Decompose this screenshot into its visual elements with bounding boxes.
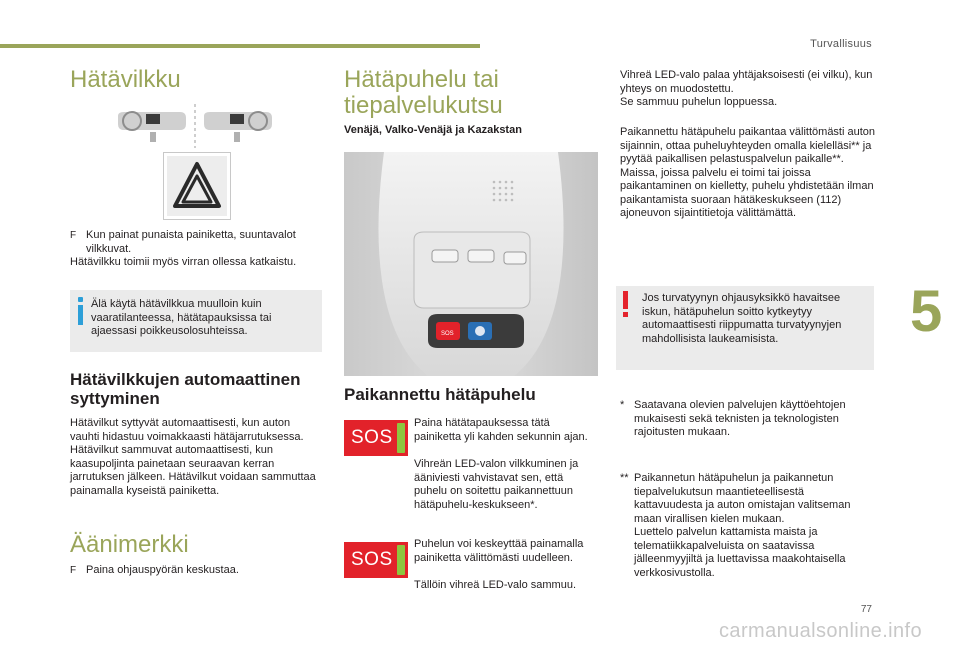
steering-wheel-illustration [110, 102, 280, 150]
header-accent-bar [0, 44, 480, 48]
bullet-marker: F [70, 565, 77, 576]
emergency-call-title: Hätäpuhelu tai tiepalvelukutsu [344, 66, 503, 119]
auto-hazard-paragraph: Hätävilkut syttyvät automaattisesti, kun auton vauhti hidastuu voimakkaasti hätäjarrutuksessa. Hätävilkut sammuvat automaattisesti, kun kaasupoljinta painetaan seuraavan kerran jarrutuksen jälkeen. Hätävilkut voidaan sammuttaa painamalla kyseistä painiketta. [70, 417, 316, 497]
section-name: Turvallisuus [810, 38, 872, 50]
page-number: 77 [860, 604, 872, 615]
chapter-number: 5 [910, 279, 943, 344]
hazard-paragraph: Hätävilkku toimii myös virran ollessa katkaistu. [70, 256, 297, 268]
info-icon [78, 297, 85, 331]
footnote-2: Paikannetun hätäpuhelun ja paikannetun tiepalvelukutsun maantieteellisestä kattavuudesta ja auton omistajan valitseman maan virallisen kielen mukaan. [634, 472, 851, 525]
located-call-heading: Paikannettu hätäpuhelu [344, 385, 536, 404]
hazard-lights-title: Hätävilkku [70, 66, 181, 93]
warning-text: Jos turvatyynyn ohjausyksikkö havaitsee iskun, hätäpuhelun soitto kytkeytyy automaattisesti riippumatta turvatyynyjen mahdollisista laukeamisista. [642, 292, 842, 345]
ceiling-console-photo [344, 152, 598, 376]
hazard-bullet-text: Kun painat punaista painiketta, suuntavalot vilkkuvat. [86, 229, 296, 255]
chapter-tab [910, 280, 960, 344]
info-text: Älä käytä hätävilkkua muulloin kuin vaaratilanteessa, hätätapauksissa tai ajaessasi poikkeusolosuhteissa. [91, 298, 272, 337]
green-led-icon [397, 545, 405, 575]
led-steady-text: Vihreä LED-valo palaa yhtäjaksoisesti (ei vilku), kun yhteys on muodostettu. [620, 69, 873, 95]
located-call-description: Paikannettu hätäpuhelu paikantaa välittömästi auton sijainnin, ottaa puheluyhteyden omalla kielelläsi** ja pyytää paikallisen pelastuspalvelun paikalle**. Maissa, joissa palvelu ei toimi tai joissa paikantaminen on kielletty, puhelu yhdistetään ilman paikantamista suoraan hätäkeskukseen (112) ajoneuvon sijaintitietoja välittämättä. [620, 126, 876, 219]
info-box [70, 290, 322, 352]
auto-hazard-heading: Hätävilkkujen automaattinen syttyminen [70, 370, 301, 408]
footnote-marker: * [620, 399, 625, 411]
sos-confirm-text: Vihreän LED-valon vilkkuminen ja ääniviesti vahvistavat sen, että puhelu on soitettu paikannettuun hätäpuhelu-keskukseen*. [414, 458, 579, 511]
watermark: carmanualsonline.info [719, 620, 922, 642]
led-off-text: Se sammuu puhelun loppuessa. [620, 96, 778, 108]
footnote-1: Saatavana olevien palvelujen käyttöehtojen mukaisesti sekä teknisten ja teknologisten rajoitusten mukaan. [634, 399, 846, 438]
hazard-button-icon [163, 152, 231, 220]
region-subtitle: Venäjä, Valko-Venäjä ja Kazakstan [344, 124, 522, 136]
photo-sos-label: SOS [441, 331, 454, 337]
green-led-icon [397, 423, 405, 453]
bullet-marker: F [70, 230, 77, 241]
sos-label: SOS [351, 427, 393, 448]
footnote-marker: ** [620, 472, 629, 484]
sos-press-text: Paina hätätapauksessa tätä painiketta yli kahden sekunnin ajan. [414, 417, 588, 443]
warning-icon [623, 291, 631, 321]
horn-bullet-text: Paina ohjauspyörän keskustaa. [86, 564, 239, 576]
warning-box [616, 286, 874, 370]
sos-label: SOS [351, 549, 393, 570]
footnote-2-list: Luettelo palvelun kattamista maista ja telematiikkapalveluista on saatavissa jälleenmyyjiltä ja luettavissa maakohtaisella verkkosivustolla. [634, 526, 846, 579]
horn-title: Äänimerkki [70, 531, 189, 558]
sos-led-off-text: Tällöin vihreä LED-valo sammuu. [414, 579, 577, 591]
sos-cancel-text: Puhelun voi keskeyttää painamalla painiketta välittömästi uudelleen. [414, 538, 584, 564]
